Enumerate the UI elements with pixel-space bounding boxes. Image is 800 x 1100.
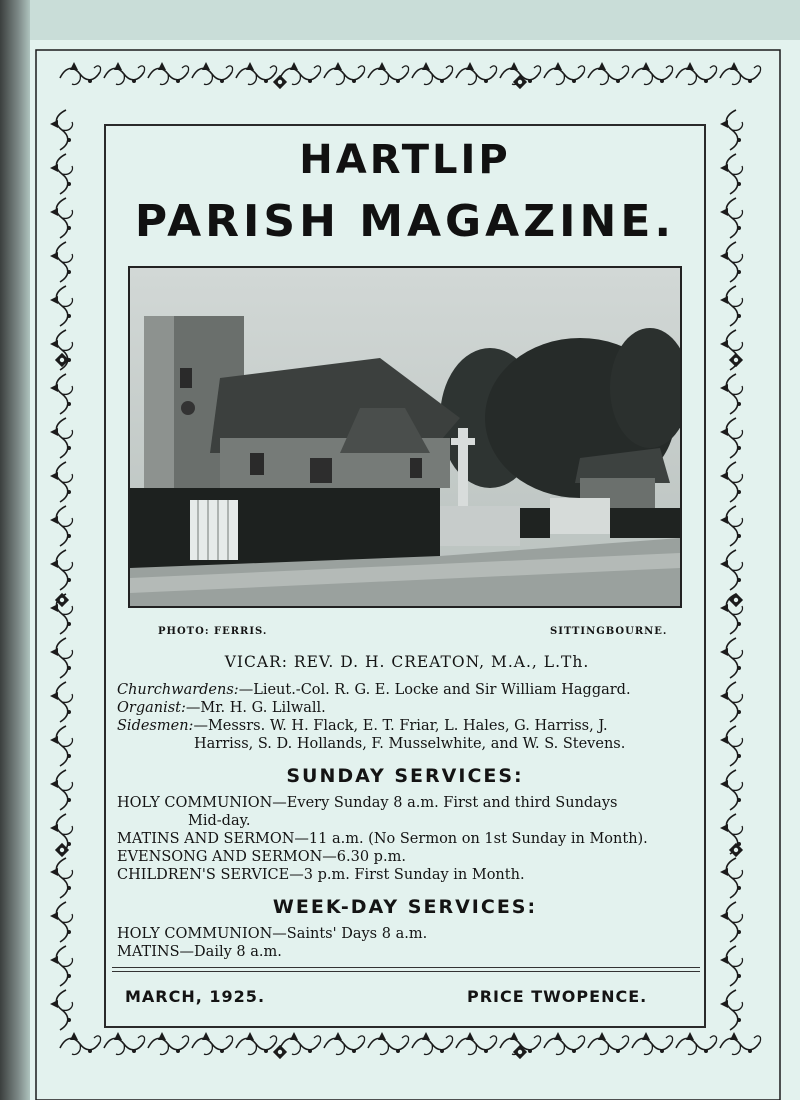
footer-rule [112, 971, 700, 972]
organist-label: Organist: [117, 700, 186, 716]
masthead-title-line1: HARTLIP [299, 137, 511, 183]
price: PRICE TWOPENCE. [467, 987, 648, 1006]
sunday-service-line: EVENSONG AND SERMON—6.30 p.m. [117, 849, 406, 865]
sidesmen-names-1: —Messrs. W. H. Flack, E. T. Friar, L. Hales, G. Harriss, J. [193, 718, 608, 734]
weekday-services-heading: WEEK-DAY SERVICES: [272, 896, 538, 918]
churchwardens-label: Churchwardens: [117, 682, 239, 698]
issue-date: MARCH, 1925. [125, 987, 266, 1006]
organist-line [117, 699, 697, 717]
churchwardens-line [117, 681, 697, 699]
sidesmen-line [117, 717, 697, 735]
sunday-services-heading: SUNDAY SERVICES: [286, 765, 524, 787]
weekday-service-line: MATINS—Daily 8 a.m. [117, 944, 282, 960]
photo-credit-photographer: PHOTO: FERRIS. [158, 626, 268, 637]
masthead-title-line2: PARISH MAGAZINE. [134, 196, 676, 247]
churchwardens-names: —Lieut.-Col. R. G. E. Locke and Sir William Haggard. [238, 682, 631, 698]
photo-credit-location: SITTINGBOURNE. [550, 626, 668, 637]
sunday-service-line: HOLY COMMUNION—Every Sunday 8 a.m. First and third Sundays [117, 795, 618, 811]
sidesmen-label: Sidesmen: [117, 718, 194, 734]
church-photo [128, 266, 682, 608]
sunday-service-line: Mid-day. [188, 813, 251, 829]
vicar-line: VICAR: REV. D. H. CREATON, M.A., L.Th. [224, 653, 590, 671]
sidesmen-names-2: Harriss, S. D. Hollands, F. Musselwhite, and W. S. Stevens. [194, 736, 626, 752]
sunday-service-line: CHILDREN'S SERVICE—3 p.m. First Sunday in Month. [117, 867, 525, 883]
sunday-service-line: MATINS AND SERMON—11 a.m. (No Sermon on 1st Sunday in Month). [117, 831, 648, 847]
footer-rule [112, 967, 700, 968]
organist-name: —Mr. H. G. Lilwall. [185, 700, 326, 716]
weekday-service-line: HOLY COMMUNION—Saints' Days 8 a.m. [117, 926, 428, 942]
